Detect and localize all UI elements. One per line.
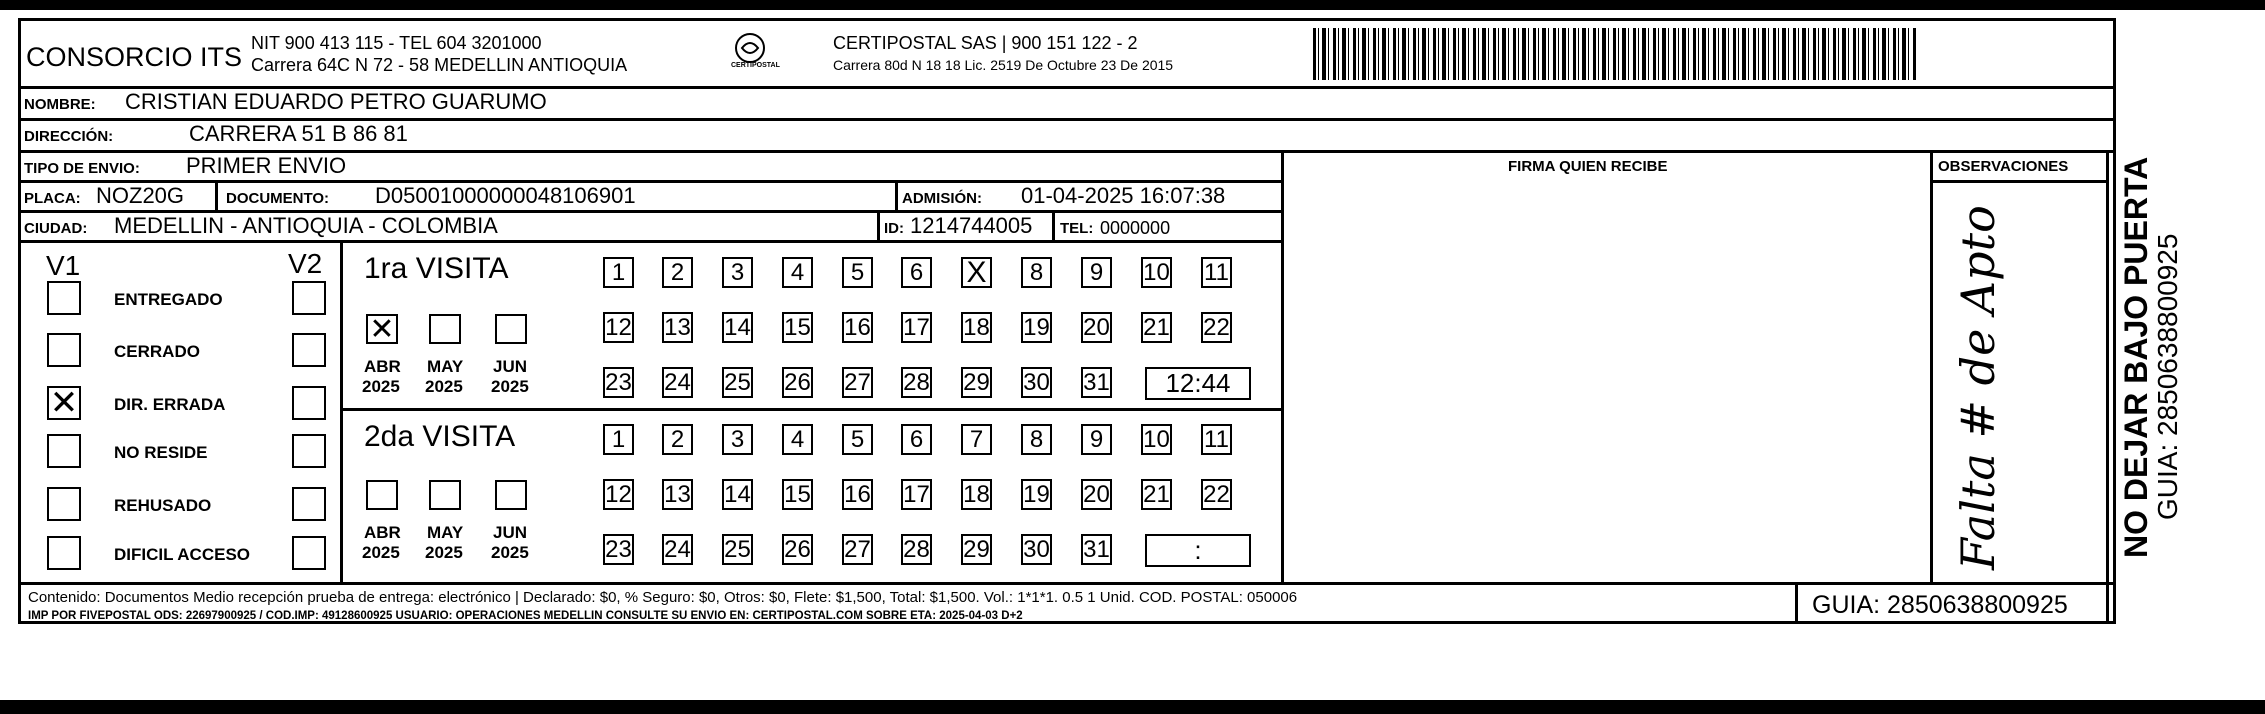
status-label: CERRADO — [114, 342, 200, 361]
month-label: MAY — [427, 357, 464, 376]
admision-label: ADMISIÓN: — [902, 190, 982, 207]
day-box[interactable]: 14 — [722, 479, 753, 510]
bottom-border-bar — [0, 700, 2265, 714]
day-box[interactable]: 27 — [842, 534, 873, 565]
day-box[interactable]: 6 — [901, 257, 932, 288]
day-box[interactable]: 23 — [603, 367, 634, 398]
day-box[interactable]: 12 — [603, 479, 634, 510]
year-label: 2025 — [491, 543, 529, 562]
carrier-name: CERTIPOSTAL SAS | 900 151 122 - 2 — [833, 33, 1138, 53]
v2-checkbox[interactable] — [292, 487, 326, 521]
day-box[interactable]: 19 — [1021, 312, 1052, 343]
day-box[interactable]: 12 — [603, 312, 634, 343]
v1-checkbox[interactable] — [47, 434, 81, 468]
v1-checkbox[interactable] — [47, 281, 81, 315]
day-box[interactable]: 29 — [961, 367, 992, 398]
id-label: ID: — [884, 220, 904, 237]
col-line — [1052, 210, 1055, 240]
day-box[interactable]: 30 — [1021, 534, 1052, 565]
observaciones-note: Falta # de Apto — [1951, 205, 2005, 570]
day-box[interactable]: 21 — [1141, 479, 1172, 510]
month-checkbox[interactable]: ✕ — [366, 314, 398, 344]
day-box[interactable]: 5 — [842, 424, 873, 455]
day-box[interactable]: 16 — [842, 312, 873, 343]
day-box[interactable]: 21 — [1141, 312, 1172, 343]
id-value: 1214744005 — [910, 213, 1033, 238]
v2-checkbox[interactable] — [292, 281, 326, 315]
day-box[interactable]: 22 — [1201, 479, 1232, 510]
col-line — [1930, 150, 1933, 582]
v1-label: V1 — [46, 250, 81, 281]
admision-value: 01-04-2025 16:07:38 — [1021, 183, 1226, 208]
day-box[interactable]: 30 — [1021, 367, 1052, 398]
day-box[interactable]: 31 — [1081, 367, 1112, 398]
day-box[interactable]: 10 — [1141, 257, 1172, 288]
month-checkbox[interactable] — [495, 314, 527, 344]
day-box[interactable]: 27 — [842, 367, 873, 398]
footer-content: Contenido: Documentos Medio recepción prueba de entrega: electrónico | Declarado: $0, % Seguro: $0, Otros: $0, Flete: $1,500, Total: $1,500. Vol.: 1*1*1. 0.5 1 Unid. COD. POSTAL: 050006 — [28, 589, 1298, 606]
day-box[interactable]: 28 — [901, 367, 932, 398]
day-box[interactable]: 20 — [1081, 479, 1112, 510]
ciudad-value: MEDELLIN - ANTIOQUIA - COLOMBIA — [114, 213, 498, 238]
day-box[interactable]: 3 — [722, 257, 753, 288]
row-line — [18, 582, 2116, 585]
status-label: ENTREGADO — [114, 290, 223, 309]
barcode — [1313, 28, 1916, 80]
status-label: DIFICIL ACCESO — [114, 545, 251, 564]
logo-caption: CERTIPOSTAL — [731, 62, 780, 69]
tipo-envio-value: PRIMER ENVIO — [186, 153, 347, 178]
day-box[interactable]: 10 — [1141, 424, 1172, 455]
col-line — [877, 210, 880, 240]
day-box[interactable]: 9 — [1081, 257, 1112, 288]
day-box[interactable]: 26 — [782, 367, 813, 398]
status-label: DIR. ERRADA — [114, 395, 226, 414]
day-box[interactable]: 13 — [662, 479, 693, 510]
month-label: ABR — [364, 357, 401, 376]
day-box[interactable]: 25 — [722, 367, 753, 398]
day-box[interactable]: 18 — [961, 312, 992, 343]
v2-checkbox[interactable] — [292, 386, 326, 420]
nombre-value: CRISTIAN EDUARDO PETRO GUARUMO — [125, 89, 547, 114]
day-box[interactable]: 4 — [782, 257, 813, 288]
year-label: 2025 — [362, 543, 400, 562]
day-box[interactable]: 28 — [901, 534, 932, 565]
day-box[interactable]: 29 — [961, 534, 992, 565]
day-box[interactable]: 20 — [1081, 312, 1112, 343]
day-box[interactable]: 11 — [1201, 424, 1232, 455]
day-box[interactable]: 3 — [722, 424, 753, 455]
row-line — [340, 408, 1281, 411]
day-box[interactable]: 7 — [961, 424, 992, 455]
day-box[interactable]: 8 — [1021, 424, 1052, 455]
tel-label: TEL: — [1060, 220, 1094, 237]
status-label: NO RESIDE — [114, 443, 208, 462]
tel-value: 0000000 — [1100, 218, 1171, 238]
day-box[interactable]: 1 — [603, 424, 634, 455]
day-box[interactable]: 23 — [603, 534, 634, 565]
firma-label: FIRMA QUIEN RECIBE — [1508, 158, 1668, 175]
day-box[interactable]: 24 — [662, 367, 693, 398]
v1-checkbox[interactable] — [47, 333, 81, 367]
time-box[interactable]: : — [1145, 534, 1251, 567]
v1-checkbox[interactable] — [47, 487, 81, 521]
day-box[interactable]: 9 — [1081, 424, 1112, 455]
ciudad-label: CIUDAD: — [24, 220, 88, 237]
day-box[interactable]: 2 — [662, 257, 693, 288]
observaciones-label: OBSERVACIONES — [1938, 158, 2069, 175]
documento-value: D05001000000048106901 — [375, 183, 636, 208]
day-box[interactable]: 11 — [1201, 257, 1232, 288]
day-box[interactable]: 15 — [782, 479, 813, 510]
col-line — [2106, 150, 2109, 624]
row-line — [1930, 180, 2106, 183]
year-label: 2025 — [425, 543, 463, 562]
day-box[interactable]: 2 — [662, 424, 693, 455]
month-checkbox[interactable] — [495, 480, 527, 510]
day-box[interactable]: 1 — [603, 257, 634, 288]
v2-checkbox[interactable] — [292, 333, 326, 367]
visita1-title: 1ra VISITA — [364, 252, 509, 285]
placa-value: NOZ20G — [96, 183, 185, 208]
time-box[interactable]: 12:44 — [1145, 367, 1251, 400]
v2-label: V2 — [288, 248, 323, 279]
day-box[interactable]: 26 — [782, 534, 813, 565]
col-line — [895, 180, 898, 210]
month-label: JUN — [493, 357, 528, 376]
top-border-bar — [0, 0, 2265, 10]
v2-checkbox[interactable] — [292, 536, 326, 570]
day-box[interactable]: 4 — [782, 424, 813, 455]
col-line — [215, 180, 218, 210]
status-label: REHUSADO — [114, 496, 212, 515]
footer-guia: GUIA: 2850638800925 — [1812, 591, 2068, 619]
day-box[interactable]: 5 — [842, 257, 873, 288]
direccion-value: CARRERA 51 B 86 81 — [189, 121, 408, 146]
day-box[interactable]: 17 — [901, 479, 932, 510]
day-box[interactable]: 6 — [901, 424, 932, 455]
day-box[interactable]: 31 — [1081, 534, 1112, 565]
company-name: CONSORCIO ITS — [26, 42, 243, 72]
company-nit: NIT 900 413 115 - TEL 604 3201000 — [251, 33, 542, 53]
col-line — [1281, 150, 1284, 582]
carrier-license: Carrera 80d N 18 18 Lic. 2519 De Octubre 23 De 2015 — [833, 57, 1174, 73]
month-label: MAY — [427, 523, 464, 542]
col-line — [340, 240, 343, 582]
day-box[interactable]: 15 — [782, 312, 813, 343]
month-label: ABR — [364, 523, 401, 542]
day-box[interactable]: 17 — [901, 312, 932, 343]
month-checkbox[interactable] — [429, 314, 461, 344]
col-line — [1795, 582, 1798, 624]
month-checkbox[interactable] — [366, 480, 398, 510]
day-box[interactable]: 14 — [722, 312, 753, 343]
day-box[interactable]: 16 — [842, 479, 873, 510]
nombre-label: NOMBRE: — [24, 96, 96, 113]
tipo-envio-label: TIPO DE ENVIO: — [24, 160, 140, 177]
documento-label: DOCUMENTO: — [226, 190, 330, 207]
year-label: 2025 — [425, 377, 463, 396]
day-box[interactable]: 24 — [662, 534, 693, 565]
day-box[interactable]: 19 — [1021, 479, 1052, 510]
day-box[interactable]: X — [961, 257, 992, 288]
direccion-label: DIRECCIÓN: — [24, 128, 114, 145]
company-address: Carrera 64C N 72 - 58 MEDELLIN ANTIOQUIA — [251, 55, 628, 75]
v2-checkbox[interactable] — [292, 434, 326, 468]
footer-imp: IMP POR FIVEPOSTAL ODS: 22697900925 / COD.IMP: 49128600925 USUARIO: OPERACIONES MEDELLIN CONSULTE SU ENVIO EN: CERTIPOSTAL.COM SOBRE ETA: 2025-04-03 D+2 — [28, 610, 1023, 622]
day-box[interactable]: 25 — [722, 534, 753, 565]
placa-label: PLACA: — [24, 190, 81, 207]
v1-checkbox[interactable] — [47, 536, 81, 570]
day-box[interactable]: 18 — [961, 479, 992, 510]
side-warning: NO DEJAR BAJO PUERTA — [2118, 156, 2154, 558]
year-label: 2025 — [491, 377, 529, 396]
visita2-title: 2da VISITA — [364, 420, 516, 453]
month-label: JUN — [493, 523, 528, 542]
year-label: 2025 — [362, 377, 400, 396]
month-checkbox[interactable] — [429, 480, 461, 510]
day-box[interactable]: 22 — [1201, 312, 1232, 343]
side-guia: GUIA: 2850638800925 — [2152, 233, 2183, 520]
day-box[interactable]: 8 — [1021, 257, 1052, 288]
row-line — [18, 240, 1281, 243]
day-box[interactable]: 13 — [662, 312, 693, 343]
v1-checkbox[interactable]: ✕ — [47, 386, 81, 420]
